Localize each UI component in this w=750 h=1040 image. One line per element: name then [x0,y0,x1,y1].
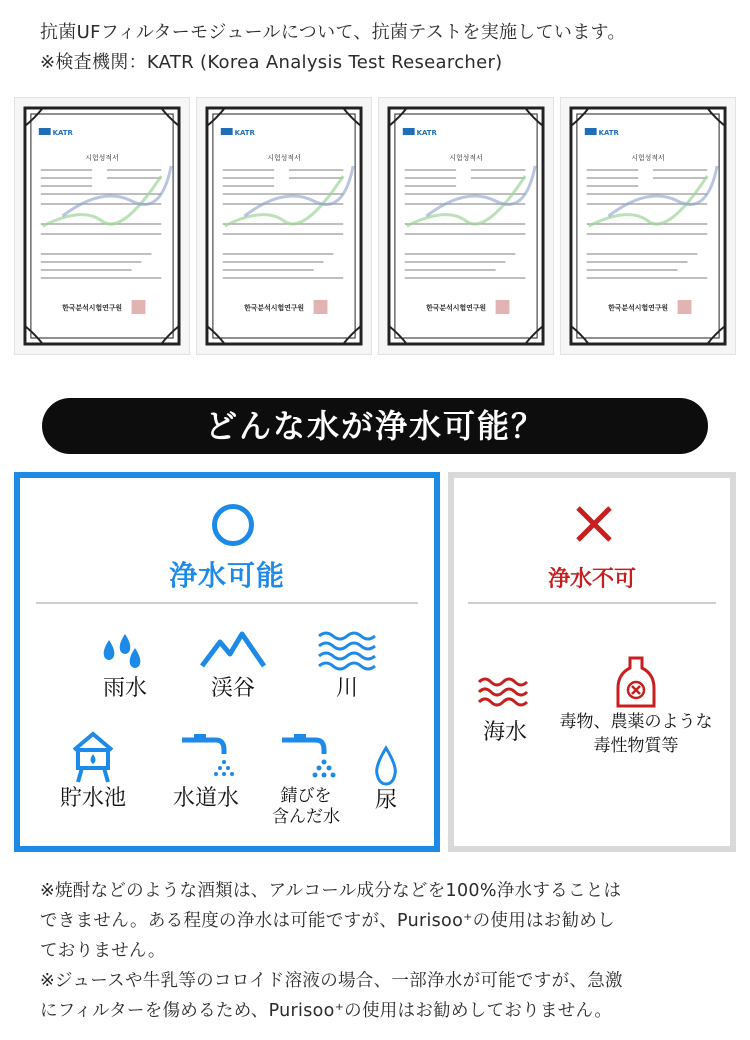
item-label: 雨水 [102,676,147,701]
cert-logo: KATR [234,128,255,138]
cert-seal-text: 한국분석시험연구원 [244,303,305,313]
certificate-4 [560,97,736,355]
intro-line-1: 抗菌UFフィルターモジュールについて、抗菌テストを実施しています。 [40,22,626,43]
mountain-icon [198,626,268,676]
item-rusty-water [256,730,356,828]
waves-icon [315,626,379,676]
rusty-faucet-icon [276,730,336,786]
intro-line-2: ※検査機関：KATR (Korea Analysis Test Researcher) [40,52,503,73]
cert-logo: KATR [52,128,73,138]
note-line-2: できません。ある程度の浄水は可能ですが、Purisoo⁺の使用はお勧めし [40,911,616,931]
not-purifiable-title: 浄水不可 [547,567,636,592]
cert-seal-text: 한국분석시험연구원 [426,303,487,313]
not-purifiable-panel [448,472,736,852]
faucet-icon [176,730,236,786]
note-line-3: ておりません。 [40,941,166,961]
note-line-5: にフィルターを傷めるため、Purisoo⁺の使用はお勧めしておりません。 [40,1001,613,1021]
cert-seal-text: 한국분석시험연구원 [62,303,123,313]
divider [468,602,716,604]
cert-title: 시험성적서 [449,153,483,163]
item-label-line-1: 錆びを [280,786,332,806]
notes [40,876,730,1026]
cert-logo: KATR [598,128,619,138]
item-label-line-2: 毒性物質等 [593,736,679,756]
cert-logo: KATR [416,128,437,138]
item-label-line-1: 毒物、農薬のような [559,712,713,732]
item-label: 川 [335,676,358,701]
intro-text [40,18,730,78]
purifiable-title: 浄水可能 [168,559,285,592]
item-rainwater [80,626,170,702]
item-tap-water [156,730,256,812]
item-reservoir [48,730,138,812]
drop-icon [371,744,401,788]
poison-bottle-icon [614,654,658,710]
item-urine [356,744,416,814]
item-valley [188,626,278,702]
item-label: 渓谷 [210,676,255,701]
cert-title: 시험성적서 [267,153,301,163]
circle-icon [212,504,254,546]
item-river [302,626,392,702]
cert-seal-text: 한국분석시험연구원 [608,303,669,313]
cert-title: 시험성적서 [85,153,119,163]
note-line-1: ※焼酎などのような酒類は、アルコール成分などを100%浄水することは [40,881,622,901]
note-line-4: ※ジュースや牛乳等のコロイド溶液の場合、一部浄水が可能ですが、急激 [40,971,623,991]
item-toxic [546,654,726,758]
cross-icon [574,504,614,544]
raindrops-icon [95,626,155,676]
certificate-3 [378,97,554,355]
item-label: 水道水 [172,786,239,811]
item-label-line-2: 含んだ水 [272,807,340,827]
cert-title: 시험성적서 [631,153,665,163]
item-seawater [470,674,540,746]
question-banner: どんな水が浄水可能？ [42,398,708,454]
reservoir-icon [68,730,118,786]
sea-waves-icon [475,674,535,714]
item-label: 海水 [482,720,527,745]
purifiable-panel [14,472,440,852]
divider [36,602,418,604]
item-label: 貯水池 [59,786,126,811]
certificate-images [14,97,736,355]
certificate-1 [14,97,190,355]
item-label: 尿 [374,788,397,813]
certificate-2 [196,97,372,355]
